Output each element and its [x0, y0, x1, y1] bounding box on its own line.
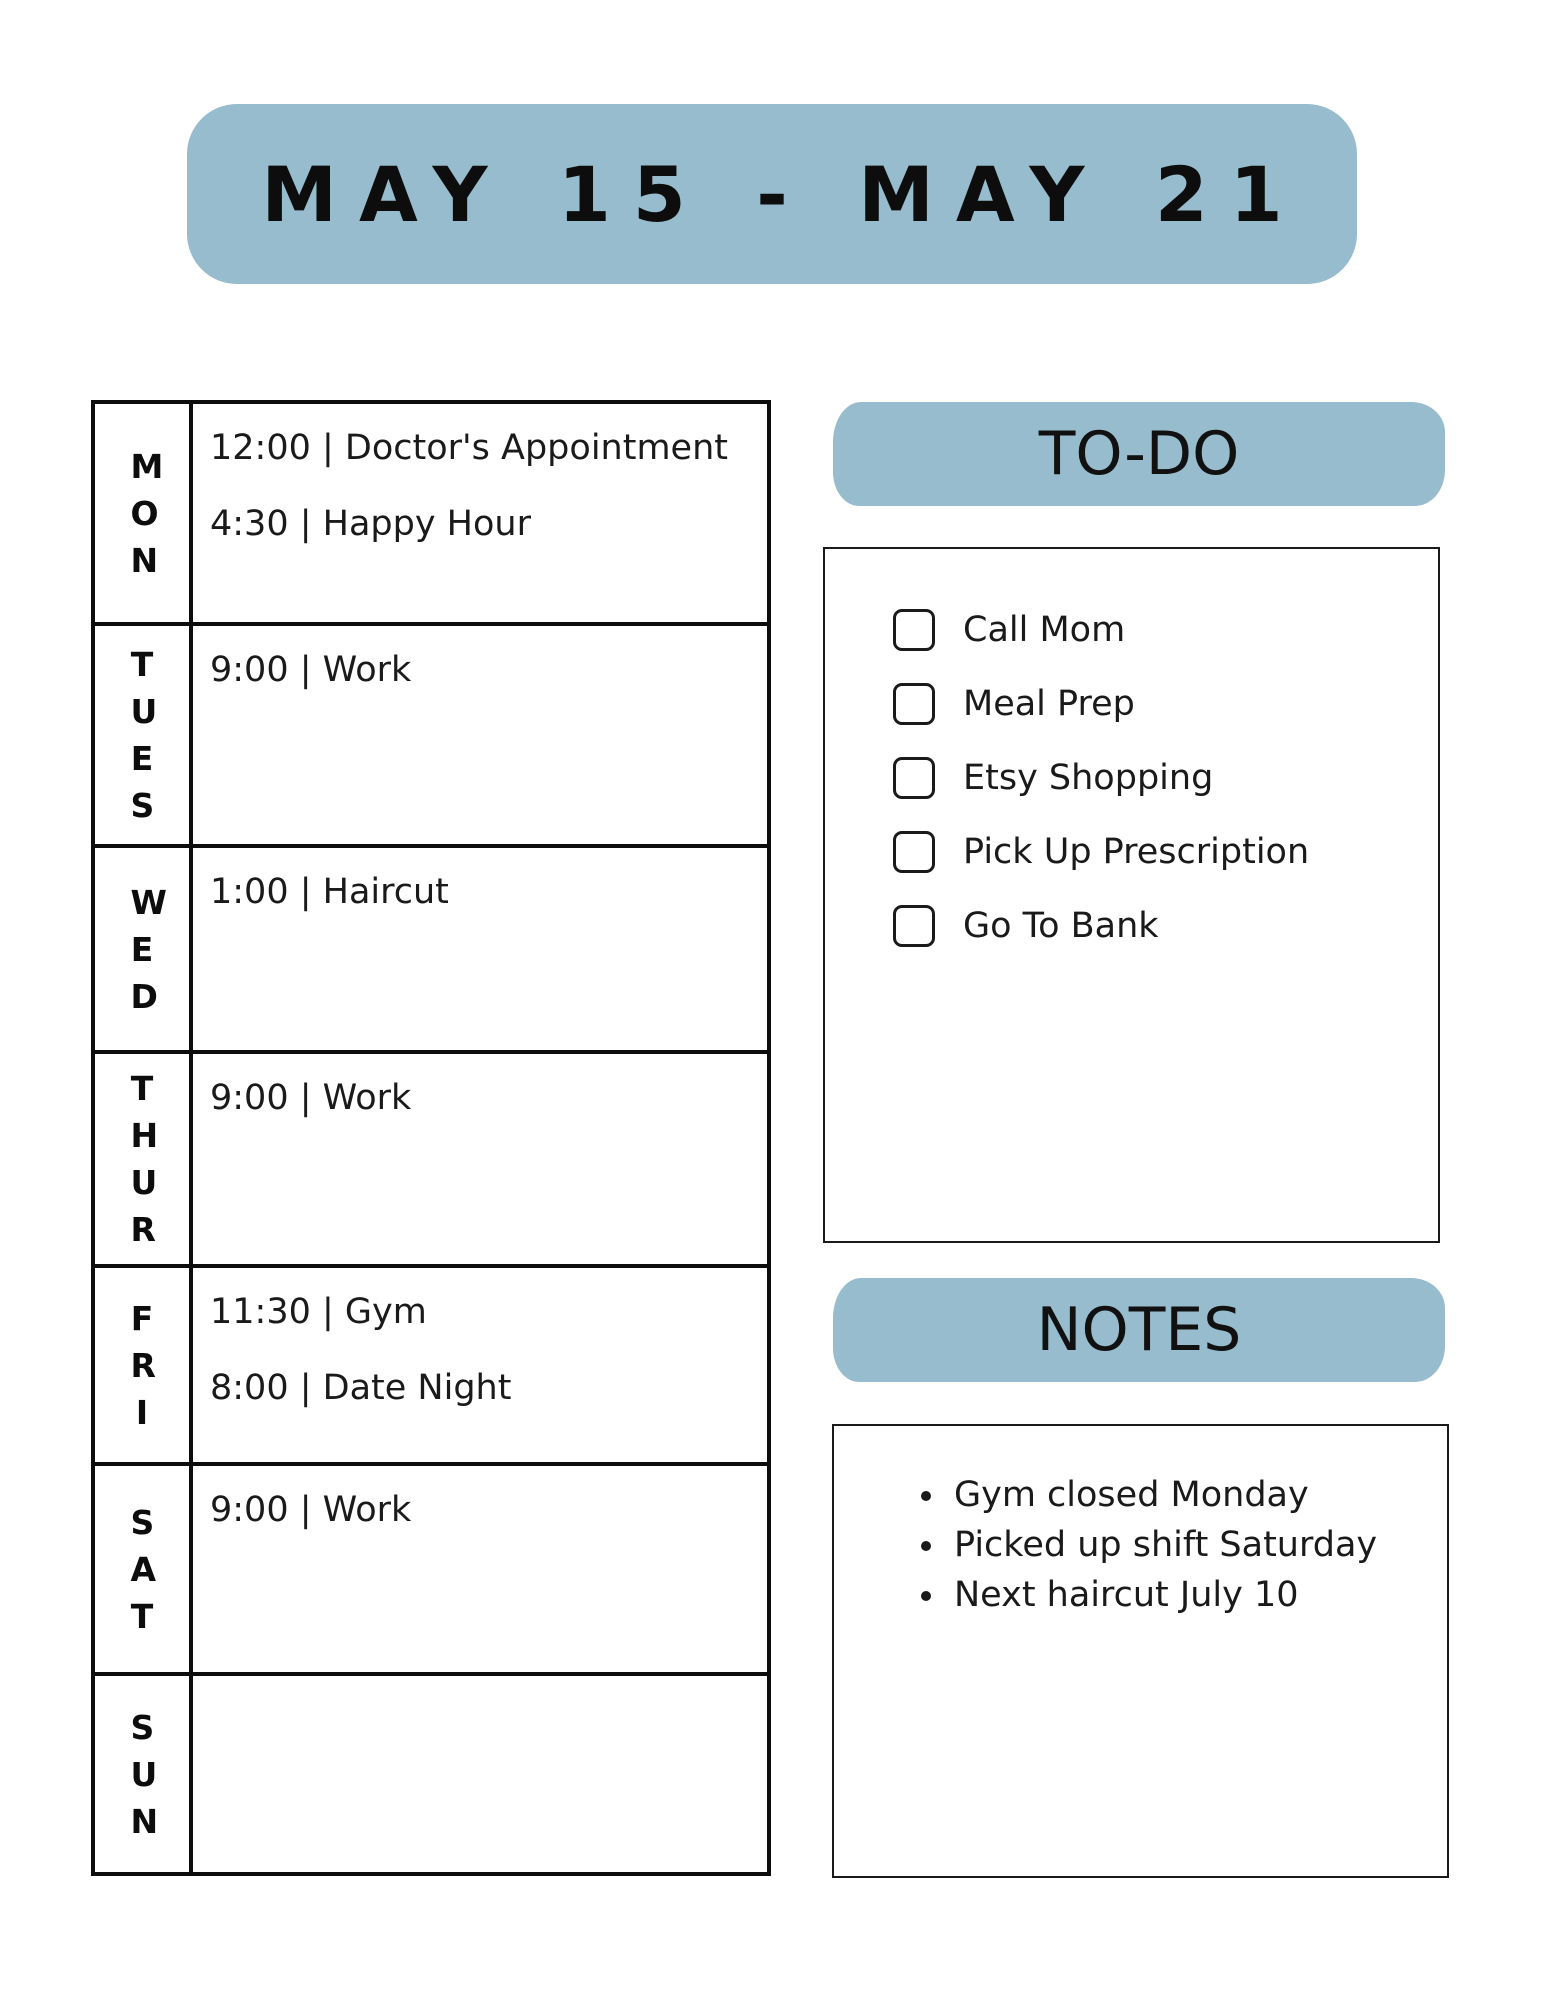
- event-item: 1:00 | Haircut: [210, 872, 449, 912]
- event-item: 11:30 | Gym: [210, 1292, 427, 1332]
- day-row-fri: [95, 1264, 767, 1462]
- todo-header: [833, 402, 1445, 506]
- todo-item: [893, 753, 1438, 803]
- day-row-tues: [95, 622, 767, 844]
- bullet-icon: [921, 1541, 931, 1551]
- day-label-cell: [95, 626, 193, 844]
- note-text: Next haircut July 10: [954, 1575, 1299, 1615]
- day-label-mon: MON: [130, 446, 164, 580]
- todo-item: [893, 827, 1438, 877]
- day-label-cell: [95, 1676, 193, 1872]
- event-item: 8:00 | Date Night: [210, 1368, 512, 1408]
- checkbox[interactable]: [893, 757, 935, 799]
- todo-label: Etsy Shopping: [963, 758, 1214, 798]
- day-row-mon: [95, 404, 767, 622]
- event-item: 4:30 | Happy Hour: [210, 504, 531, 544]
- notes-list: [834, 1470, 1447, 1620]
- todo-item: [893, 605, 1438, 655]
- day-label-tues: TUES: [130, 645, 158, 825]
- checkbox[interactable]: [893, 831, 935, 873]
- events-cell-sat[interactable]: [193, 1466, 767, 1672]
- note-item: [954, 1520, 1447, 1570]
- page-title: MAY 15 - MAY 21: [261, 149, 1305, 239]
- title-banner: [187, 104, 1357, 284]
- note-text: Picked up shift Saturday: [954, 1525, 1378, 1565]
- todo-label: Call Mom: [963, 610, 1126, 650]
- events-cell-sun[interactable]: [193, 1676, 767, 1872]
- notes-box: [832, 1424, 1449, 1878]
- checkbox[interactable]: [893, 683, 935, 725]
- notes-title: NOTES: [1036, 1295, 1242, 1365]
- event-item: 9:00 | Work: [210, 1490, 412, 1530]
- events-cell-wed[interactable]: [193, 848, 767, 1050]
- note-item: [954, 1470, 1447, 1520]
- event-item: 9:00 | Work: [210, 650, 412, 690]
- day-label-fri: FRI: [130, 1298, 156, 1432]
- todo-title: TO-DO: [1038, 419, 1240, 489]
- day-row-wed: [95, 844, 767, 1050]
- todo-label: Meal Prep: [963, 684, 1135, 724]
- day-label-cell: [95, 404, 193, 622]
- day-label-wed: WED: [130, 882, 167, 1016]
- day-label-sun: SUN: [130, 1707, 159, 1841]
- note-text: Gym closed Monday: [954, 1475, 1309, 1515]
- event-item: 12:00 | Doctor's Appointment: [210, 428, 728, 468]
- event-item: 9:00 | Work: [210, 1078, 412, 1118]
- day-row-thur: [95, 1050, 767, 1264]
- day-row-sat: [95, 1462, 767, 1672]
- day-row-sun: [95, 1672, 767, 1872]
- note-item: [954, 1570, 1447, 1620]
- day-label-thur: THUR: [130, 1069, 159, 1249]
- day-label-cell: [95, 1466, 193, 1672]
- events-cell-tues[interactable]: [193, 626, 767, 844]
- day-label-cell: [95, 1054, 193, 1264]
- day-label-cell: [95, 848, 193, 1050]
- todo-list: [823, 547, 1440, 1243]
- notes-header: [833, 1278, 1445, 1382]
- todo-item: [893, 901, 1438, 951]
- events-cell-mon[interactable]: [193, 404, 767, 622]
- events-cell-fri[interactable]: [193, 1268, 767, 1462]
- checkbox[interactable]: [893, 905, 935, 947]
- todo-item: [893, 679, 1438, 729]
- bullet-icon: [921, 1591, 931, 1601]
- weekly-schedule: [91, 400, 771, 1876]
- bullet-icon: [921, 1491, 931, 1501]
- todo-label: Pick Up Prescription: [963, 832, 1310, 872]
- checkbox[interactable]: [893, 609, 935, 651]
- day-label-cell: [95, 1268, 193, 1462]
- todo-label: Go To Bank: [963, 906, 1159, 946]
- events-cell-thur[interactable]: [193, 1054, 767, 1264]
- day-label-sat: SAT: [130, 1502, 157, 1636]
